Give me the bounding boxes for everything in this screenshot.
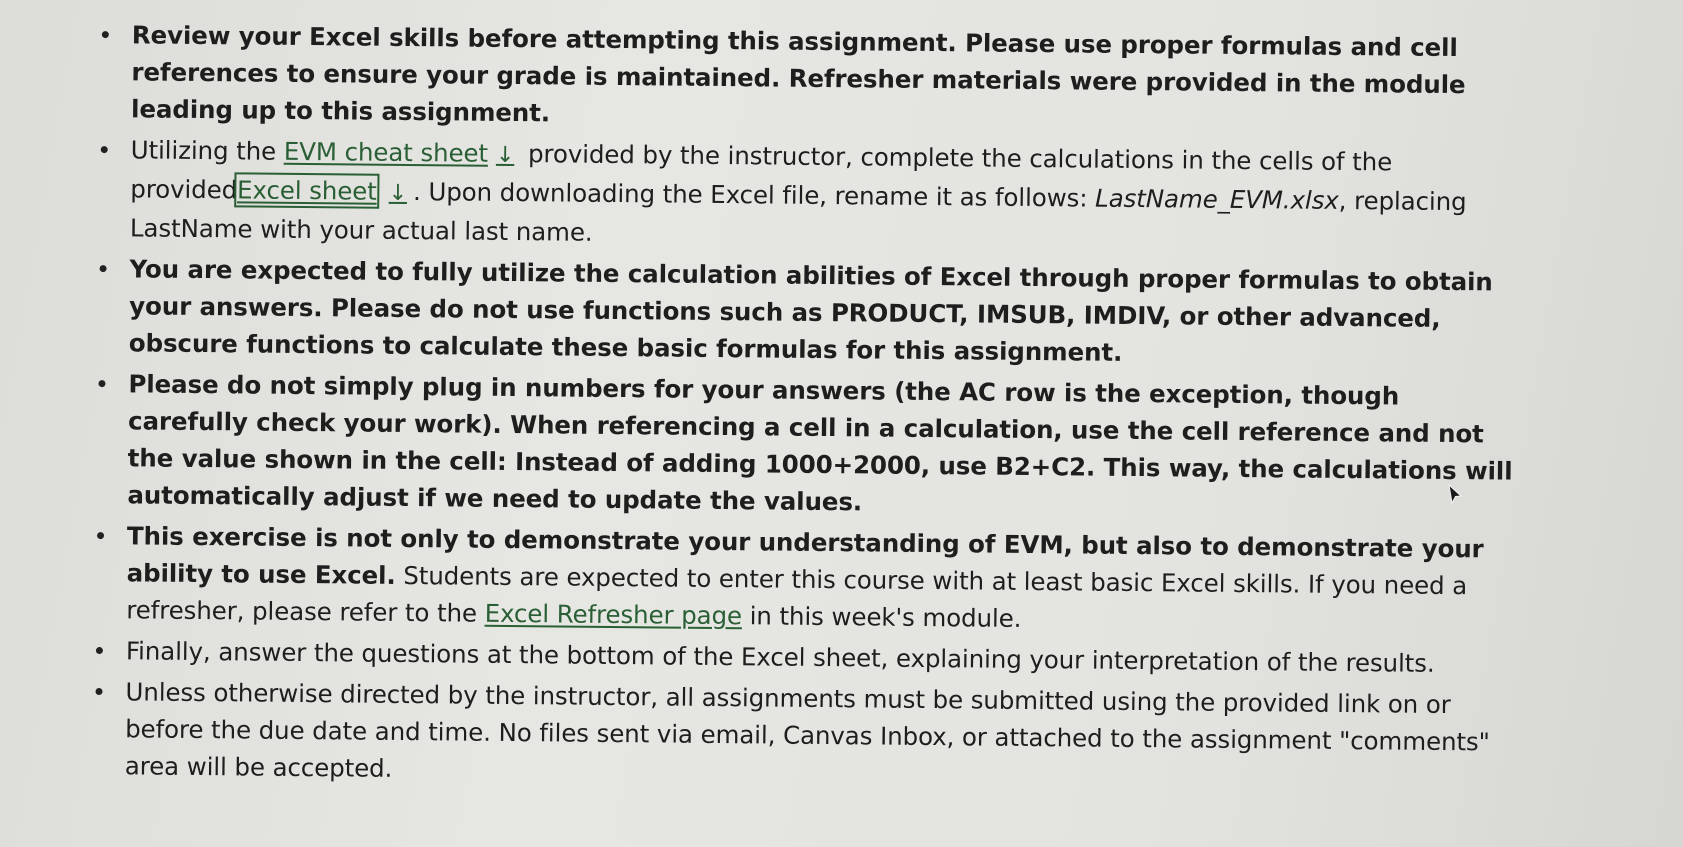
bullet-text: Unless otherwise directed by the instructor, all assignments must be submitted using the provided link on or before the due date and time. No files sent via email, Canvas Inbox, or attached to the assignment "comments" area will be accepted.: [124, 677, 1490, 783]
list-item: [95, 16, 1526, 141]
bullet-dot: [98, 380, 105, 387]
bullet-dot: [95, 688, 102, 695]
bullet-text: Utilizing the: [130, 135, 284, 166]
excel-refresher-link[interactable]: Excel Refresher page: [484, 598, 743, 631]
bullet-text: Review your Excel skills before attempting this assignment. Please use proper formulas and cell references to ensure your grade is maintained. Refresher materials were provided in the module leading up to this assignment.: [130, 20, 1466, 128]
download-icon[interactable]: ↓: [388, 180, 408, 206]
assignment-instructions: [89, 16, 1526, 802]
bullet-dot: [96, 647, 103, 654]
bullet-dot: [97, 532, 104, 539]
bullet-text: Students are expected to enter this course with at least basic Excel skills. If you need a refresher, please refer to the: [126, 560, 1468, 628]
bullet-text: You are expected to fully utilize the calculation abilities of Excel through proper formulas to obtain your answers. Please do not use functions such as PRODUCT, IMSUB, IMDIV, or other advanced, obscure functions to calculate these basic formulas for this assignment.: [128, 254, 1493, 367]
list-item: [91, 365, 1522, 527]
excel-sheet-link[interactable]: Excel sheet: [236, 175, 377, 206]
list-item: [89, 673, 1520, 798]
list-item: [90, 517, 1521, 642]
list-item: [94, 131, 1525, 260]
list-item: [93, 250, 1524, 375]
download-icon[interactable]: ↓: [495, 142, 515, 169]
bullet-text: . Upon downloading the Excel file, rename it as follows:: [412, 177, 1096, 213]
bullet-text: , replacing LastName with your actual last name.: [129, 185, 1467, 247]
bullet-text: Please do not simply plug in numbers for your answers (the AC row is the exception, though carefully check your work). When referencing a cell in a calculation, use the cell reference and not the value shown in the cell: Instead of adding 1000+2000, use B2+C2. This way, the calculations will automatically adjust if we need to update the values.: [127, 369, 1513, 517]
mouse-pointer-icon: [1447, 484, 1463, 504]
bullet-text: Finally, answer the questions at the bottom of the Excel sheet, explaining your interpretation of the results.: [125, 636, 1435, 678]
evm-cheat-sheet-link[interactable]: EVM cheat sheet: [283, 136, 489, 168]
filename-text: LastName_EVM.xlsx: [1095, 183, 1339, 215]
bullet-dot: [100, 265, 107, 272]
bullet-text: in this week's module.: [741, 601, 1022, 633]
bullet-text: provided by the instructor, complete the calculations in the cells of the provided: [130, 139, 1393, 205]
bullet-bold-text: This exercise is not only to demonstrate your understanding of EVM, but also to demonstrate your ability to use Excel.: [126, 521, 1484, 590]
instruction-list: [89, 16, 1526, 798]
bullet-dot: [102, 31, 109, 38]
bullet-dot: [101, 146, 108, 153]
